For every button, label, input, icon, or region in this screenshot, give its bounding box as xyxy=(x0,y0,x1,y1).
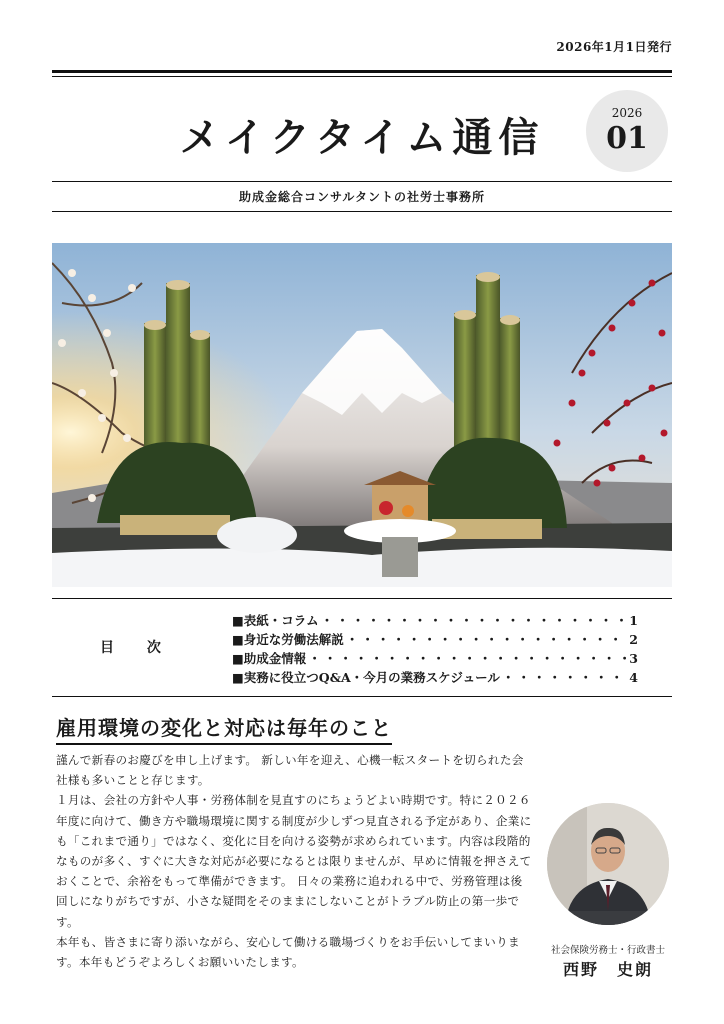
toc-item xyxy=(232,611,638,630)
toc-item-title: ■身近な労働法解説 xyxy=(232,632,344,647)
toc-item-page: 1 xyxy=(629,613,638,628)
toc-item-page: 2 xyxy=(629,632,638,647)
issue-date: 2026年1月1日発行 xyxy=(556,40,672,54)
toc-leader-dots xyxy=(500,668,629,686)
toc-rule-top xyxy=(52,598,672,599)
author-portrait xyxy=(547,803,669,925)
header-rule-thin xyxy=(52,76,672,77)
toc-rule-bottom xyxy=(52,696,672,697)
issue-year: 2026 xyxy=(611,106,643,120)
toc-leader-dots xyxy=(319,611,630,629)
toc-item xyxy=(232,649,638,668)
toc-leader-dots xyxy=(306,649,629,667)
toc-leader-dots xyxy=(344,630,629,648)
toc-item-title: ■実務に役立つQ&A・今月の業務スケジュール xyxy=(232,670,500,685)
toc-item-title: ■表紙・コラム xyxy=(232,613,319,628)
toc-item-page: 4 xyxy=(629,670,638,685)
newsletter-title: メイクタイム通信 xyxy=(179,114,545,161)
column-paragraph: 本年も、皆さまに寄り添いながら、安心して働ける職場づくりをお手伝いしてまいります。本年もどうぞよろしくお願いいたします。 xyxy=(56,934,520,970)
column-paragraph: １月は、会社の方針や人事・労務体制を見直すのにちょうどよい時期です。特に２０２６年度に向けて、働き方や職場環境に関する制度が少しずつ見直される予定があり、企業にも「これまで通り」ではなく、変化に目を向ける姿勢が求められています。内容は段階的なものが多く、すぐに大きな対応が必要になるとは限りませんが、早めに情報を押さえておくことで、余裕をもって準備ができます。 日々の業務に追われる中で、労務管理は後回しになりがちですが、小さな疑問をそのままにしないことがトラブル防止の第一歩です。 xyxy=(56,793,532,929)
issue-number: 01 xyxy=(606,121,648,156)
table-of-contents xyxy=(232,611,638,687)
newsletter-subtitle: 助成金総合コンサルタントの社労士事務所 xyxy=(239,190,485,204)
cover-photo xyxy=(52,243,672,587)
column-title: 雇用環境の変化と対応は毎年のこと xyxy=(56,712,392,745)
toc-item xyxy=(232,630,638,649)
author-role: 社会保険労務士・行政書士 xyxy=(550,945,665,956)
toc-item xyxy=(232,668,638,687)
subtitle-rule-top xyxy=(52,181,672,182)
header-rule-thick xyxy=(52,70,672,73)
toc-item-page: 3 xyxy=(629,651,638,666)
issue-badge xyxy=(586,90,668,172)
column-paragraph: 謹んで新春のお慶びを申し上げます。 新しい年を迎え、心機一転スタートを切られた会社様も多いことと存じます。 xyxy=(56,753,524,788)
toc-label: 目 次 xyxy=(100,640,175,656)
author-name: 西野 史朗 xyxy=(562,960,653,979)
toc-item-title: ■助成金情報 xyxy=(232,651,307,666)
column-body xyxy=(56,750,532,972)
subtitle-rule-bottom xyxy=(52,211,672,212)
